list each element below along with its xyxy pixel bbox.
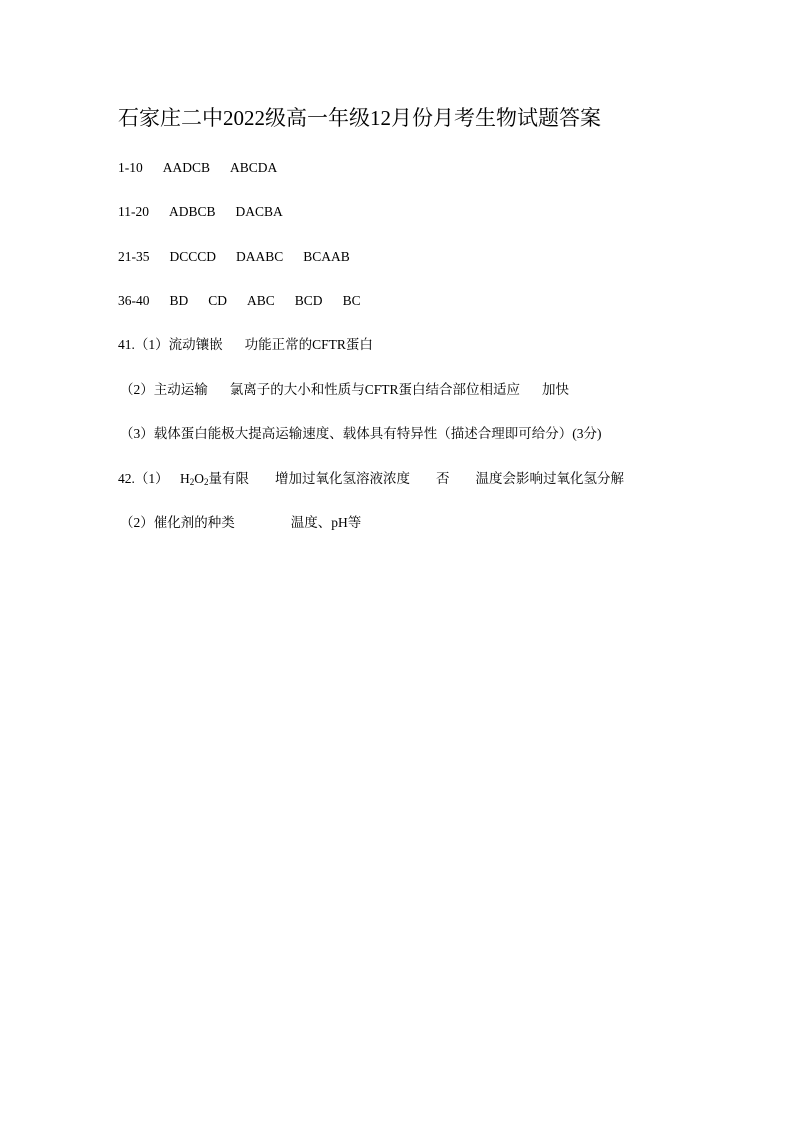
answer-group: BD <box>169 293 189 308</box>
answer-line-36-40 <box>118 291 361 311</box>
range-label: 36-40 <box>118 293 150 308</box>
q41-part3 <box>120 424 602 444</box>
q42-part1 <box>118 469 624 489</box>
range-label: 1-10 <box>118 160 143 175</box>
answer-line-1-10 <box>118 158 277 178</box>
formula-o: O <box>194 471 204 486</box>
answer-group: BC <box>342 293 361 308</box>
answer-text: 量有限 <box>208 471 249 486</box>
answer-text: 温度会影响过氧化氢分解 <box>475 471 624 486</box>
answer-text: 功能正常的CFTR蛋白 <box>244 337 373 352</box>
answer-group: DAABC <box>236 249 284 264</box>
q42-part2 <box>120 513 361 533</box>
answer-text: 流动镶嵌 <box>168 337 223 352</box>
answer-text: 加快 <box>542 382 570 397</box>
answer-text: 主动运输 <box>153 382 208 397</box>
question-label: 42.（1） <box>118 471 169 486</box>
q41-part2 <box>120 380 569 400</box>
formula-h: H <box>180 471 190 486</box>
answer-text: 载体蛋白能极大提高运输速度、载体具有特异性（描述合理即可给分）(3分) <box>153 426 602 441</box>
answer-group: AADCB <box>162 160 211 175</box>
answer-text: 否 <box>436 471 450 486</box>
question-label: （2） <box>120 515 154 530</box>
question-label: 41.（1） <box>118 337 169 352</box>
answer-text: 氯离子的大小和性质与CFTR蛋白结合部位相适应 <box>229 382 521 397</box>
answer-group: ADBCB <box>169 204 216 219</box>
answer-group: ABC <box>247 293 275 308</box>
question-label: （2） <box>120 382 154 397</box>
answer-line-11-20 <box>118 202 283 222</box>
formula-sub: 2 <box>204 477 209 487</box>
answer-text: 温度、pH等 <box>290 515 362 530</box>
answer-group: CD <box>208 293 228 308</box>
answer-group: BCAAB <box>303 249 350 264</box>
answer-group: DACBA <box>235 204 283 219</box>
q41-part1 <box>118 335 373 355</box>
page-title: 石家庄二中2022级高一年级12月份月考生物试题答案 <box>118 106 601 130</box>
question-label: （3） <box>120 426 154 441</box>
range-label: 21-35 <box>118 249 150 264</box>
answer-text: 增加过氧化氢溶液浓度 <box>275 471 410 486</box>
formula-sub: 2 <box>189 477 195 487</box>
answer-text: 催化剂的种类 <box>153 515 235 530</box>
answer-text-h2o2 <box>180 469 249 489</box>
answer-line-21-35 <box>118 247 350 267</box>
answer-group: ABCDA <box>230 160 278 175</box>
range-label: 11-20 <box>118 204 149 219</box>
answer-group: BCD <box>294 293 323 308</box>
answer-group: DCCCD <box>169 249 217 264</box>
